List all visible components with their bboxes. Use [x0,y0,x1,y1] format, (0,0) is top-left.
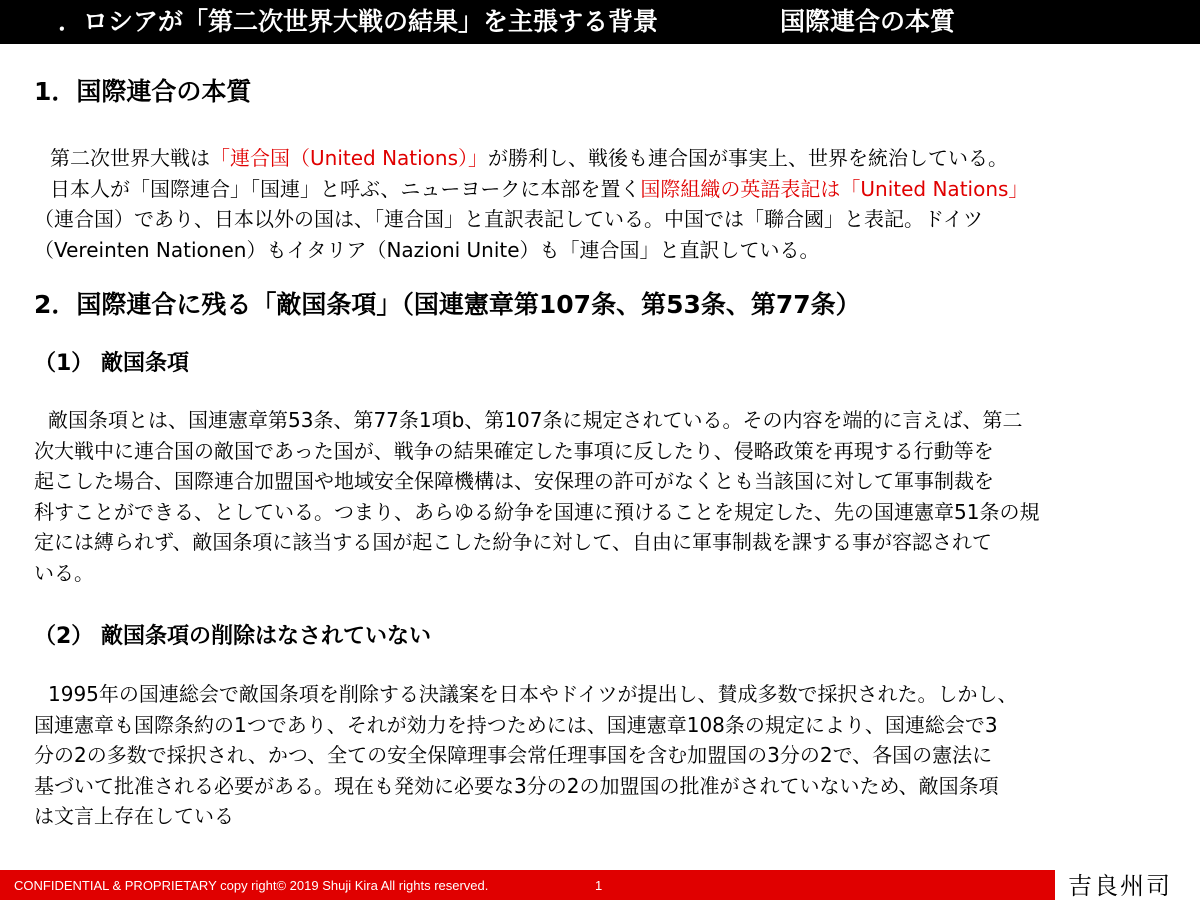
author-signature: 吉良州司 [1068,872,1172,900]
paragraph-line: 科すことができる、としている。つまり、あらゆる紛争を国連に預けることを規定した、先の国連憲章51条の規 [34,499,1040,524]
subsection2-heading: （2） 敵国条項の削除はなされていない [34,624,431,649]
text-run: 第二次世界大戦は [50,146,210,170]
subsection1-heading: （1） 敵国条項 [34,351,189,376]
text-run: が勝利し、戦後も連合国が事実上、世界を統治している。 [488,146,1009,170]
footer-bar [0,870,1055,900]
paragraph-line: 起こした場合、国際連合加盟国や地域安全保障機構は、安保理の許可がなくとも当該国に対して軍事制裁を [34,469,994,493]
page-number: 1 [595,878,603,893]
paragraph-line: 分の2の多数で採択され、かつ、全ての安全保障理事会常任理事国を含む加盟国の3分の2で、各国の憲法に [34,743,993,767]
paragraph-line: 定には縛られず、敵国条項に該当する国が起こした紛争に対して、自由に軍事制裁を課する事が容認されて [34,530,992,554]
highlight-text: 国際組織の英語表記は「United Nations」 [640,176,1029,201]
subsection1-paragraph [34,405,1174,588]
section1-paragraph [34,143,1174,265]
section1-heading: 1．国際連合の本質 [34,77,252,106]
slide-title-right: 国際連合の本質 [780,7,956,36]
paragraph-line: （Vereinten Nationen）もイタリア（Nazioni Unite）も「連合国」と直訳している。 [34,237,820,262]
slide-title-bar [0,0,1200,44]
slide-title-left: ．ロシアが「第二次世界大戦の結果」を主張する背景 [58,7,659,36]
paragraph-line [34,174,1174,205]
paragraph-line: いる。 [34,560,94,585]
paragraph-line: 国連憲章も国際条約の1つであり、それが効力を持つためには、国連憲章108条の規定により、国連総会で3 [34,712,998,737]
paragraph-line: 基づいて批准される必要がある。現在も発効に必要な3分の2の加盟国の批准がされていないため、敵国条項 [34,773,999,798]
section2-heading: 2．国際連合に残る「敵国条項」（国連憲章第107条、第53条、第77条） [34,290,861,319]
text-run: 日本人が「国際連合」「国連」と呼ぶ、ニューヨークに本部を置く [50,176,641,201]
paragraph-line: 敵国条項とは、国連憲章第53条、第77条1項b、第107条に規定されている。その内容を端的に言えば、第二 [48,408,1023,432]
paragraph-line [34,143,1174,174]
subsection2-paragraph [34,679,1174,832]
highlight-text: 「連合国（United Nations）」 [210,146,489,170]
paragraph-line: （連合国）であり、日本以外の国は、「連合国」と直訳表記している。中国では「聯合國」と表記。ドイツ [34,207,983,231]
copyright-text: CONFIDENTIAL & PROPRIETARY copy right© 2019 Shuji Kira All rights reserved. [14,878,489,893]
paragraph-line: 次大戦中に連合国の敵国であった国が、戦争の結果確定した事項に反したり、侵略政策を再現する行動等を [34,438,994,463]
paragraph-line: 1995年の国連総会で敵国条項を削除する決議案を日本やドイツが提出し、賛成多数で採択された。しかし、 [48,682,1018,706]
paragraph-line: は文言上存在している [34,804,234,828]
